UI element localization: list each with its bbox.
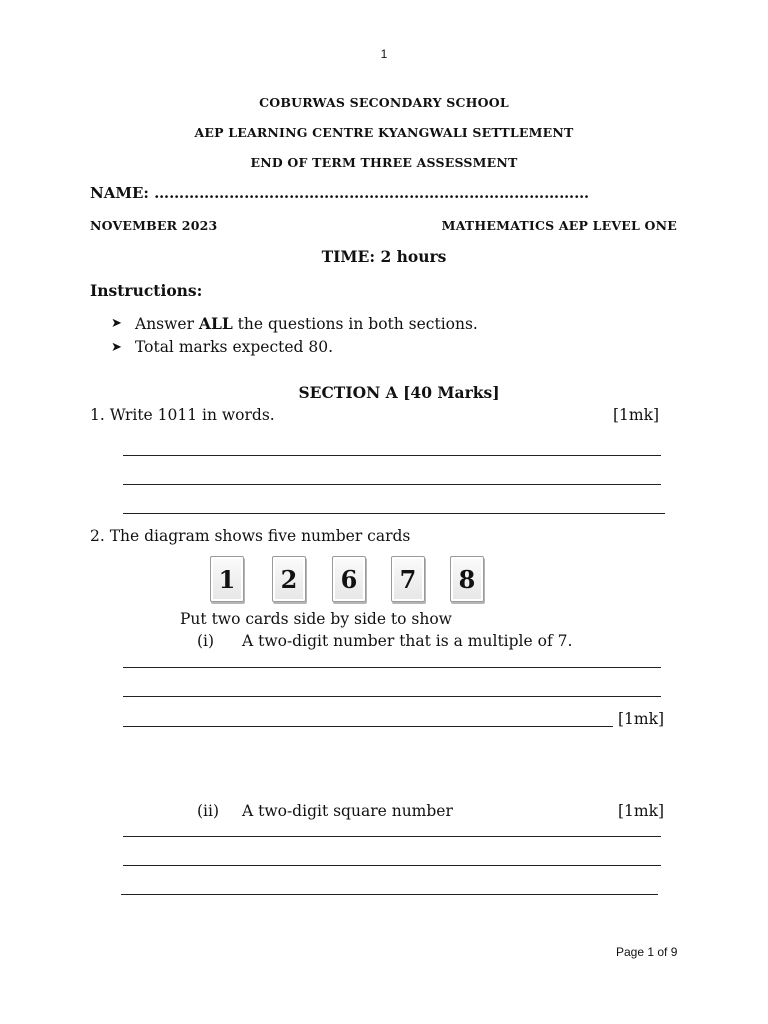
school-name: COBURWAS SECONDARY SCHOOL [259, 95, 509, 110]
arrow-bullet-icon: ➤ [111, 316, 122, 331]
part-i-text: A two-digit number that is a multiple of 7. [242, 632, 573, 650]
question-2-instruction: Put two cards side by side to show [180, 610, 452, 628]
answer-line[interactable] [121, 894, 658, 895]
exam-subject: MATHEMATICS AEP LEVEL ONE [441, 218, 677, 233]
answer-line[interactable] [123, 696, 661, 697]
arrow-bullet-icon: ➤ [111, 340, 122, 355]
number-card: 1 [210, 556, 244, 602]
top-page-number: 1 [380, 47, 388, 61]
exam-time: TIME: 2 hours [321, 247, 447, 266]
number-card: 7 [391, 556, 425, 602]
question-1-text: 1. Write 1011 in words. [90, 406, 275, 424]
answer-line[interactable] [123, 667, 661, 668]
answer-line[interactable] [123, 836, 661, 837]
answer-line[interactable] [123, 455, 661, 456]
question-2-text: 2. The diagram shows five number cards [90, 527, 411, 545]
centre-name: AEP LEARNING CENTRE KYANGWALI SETTLEMENT [194, 125, 574, 140]
part-i-marks: [1mk] [618, 710, 665, 728]
instruction-item-1: Answer ALL the questions in both sections. [135, 314, 478, 333]
part-i-number: (i) [197, 632, 215, 650]
answer-line[interactable] [123, 726, 613, 727]
number-card: 8 [450, 556, 484, 602]
exam-date: NOVEMBER 2023 [90, 218, 218, 233]
answer-line[interactable] [123, 513, 665, 514]
instruction-item-2: Total marks expected 80. [135, 338, 334, 356]
answer-line[interactable] [123, 484, 661, 485]
part-ii-number: (ii) [197, 802, 220, 820]
part-ii-text: A two-digit square number [242, 802, 453, 820]
question-1-marks: [1mk] [613, 406, 660, 424]
name-field-label: NAME: …………………………………………………………………………… [90, 184, 590, 202]
number-card: 2 [272, 556, 306, 602]
page-footer: Page 1 of 9 [616, 945, 678, 959]
section-a-title: SECTION A [40 Marks] [298, 383, 500, 402]
part-ii-marks: [1mk] [618, 802, 665, 820]
number-card: 6 [332, 556, 366, 602]
instructions-title: Instructions: [90, 281, 203, 300]
answer-line[interactable] [123, 865, 661, 866]
assessment-title: END OF TERM THREE ASSESSMENT [250, 155, 518, 170]
